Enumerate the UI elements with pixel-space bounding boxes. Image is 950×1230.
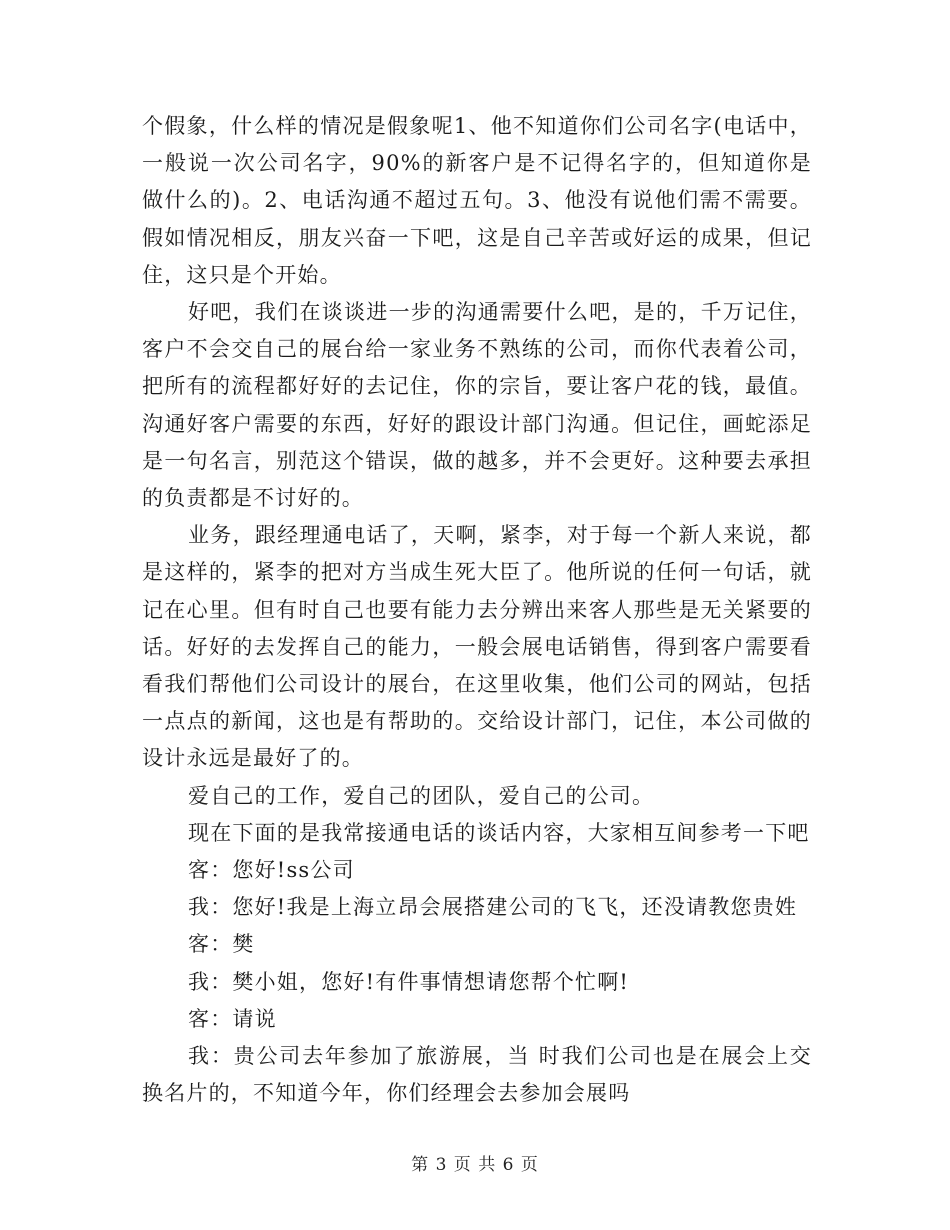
paragraph-5: 现在下面的是我常接通电话的谈话内容，大家相互间参考一下吧 xyxy=(188,820,810,845)
page-number-footer: 第 3 页 共 6 页 xyxy=(411,1155,539,1175)
dialogue-line-6: 我：贵公司去年参加了旅游展，当 时我们公司也是在展会上交换名片的，不知道今年，你们经理会去参加会展吗 xyxy=(142,1044,812,1106)
paragraph-1: 个假象，什么样的情况是假象呢1、他不知道你们公司名字(电话中，一般说一次公司名字，90%的新客户是不记得名字的，但知道你是做什么的)。2、电话沟通不超过五句。3、他没有说他们需不需要。假如情况相反，朋友兴奋一下吧，这是自己辛苦或好运的成果，但记住，这只是个开始。 xyxy=(142,114,812,287)
dialogue-line-3: 客：樊 xyxy=(188,932,255,957)
dialogue-line-5: 客：请说 xyxy=(188,1006,277,1031)
paragraph-2: 好吧，我们在谈谈进一步的沟通需要什么吧，是的，千万记住，客户不会交自己的展台给一家业务不熟练的公司，而你代表着公司，把所有的流程都好好的去记住，你的宗旨，要让客户花的钱，最值。沟通好客户需要的东西，好好的跟设计部门沟通。但记住，画蛇添足是一句名言，别范这个错误，做的越多，并不会更好。这种要去承担的负责都是不讨好的。 xyxy=(142,300,812,511)
dialogue-line-4: 我：樊小姐，您好!有件事情想请您帮个忙啊! xyxy=(188,969,630,994)
paragraph-4: 爱自己的工作，爱自己的团队，爱自己的公司。 xyxy=(188,783,655,808)
document-body xyxy=(142,108,812,1112)
paragraph-3: 业务，跟经理通电话了，天啊，紧李，对于每一个新人来说，都是这样的，紧李的把对方当成生死大臣了。他所说的任何一句话，就记在心里。但有时自己也要有能力去分辨出来客人那些是无关紧要的话。好好的去发挥自己的能力，一般会展电话销售，得到客户需要看看我们帮他们公司设计的展台，在这里收集，他们公司的网站，包括一点点的新闻，这也是有帮助的。交给设计部门，记住，本公司做的设计永远是最好了的。 xyxy=(142,523,812,771)
dialogue-line-1: 客：您好!ss公司 xyxy=(188,858,355,883)
dialogue-line-2: 我：您好!我是上海立昂会展搭建公司的飞飞，还没请教您贵姓 xyxy=(188,895,798,920)
